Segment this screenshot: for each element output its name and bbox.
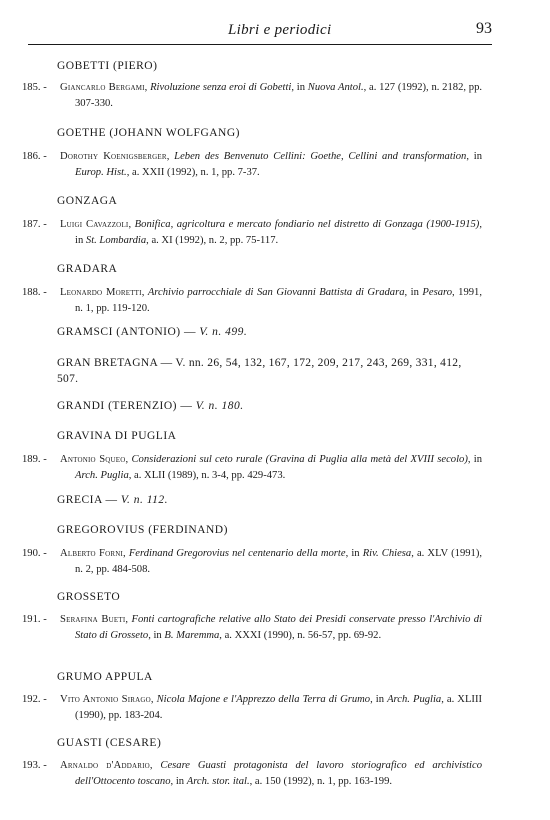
entry-journal: Arch. Puglia bbox=[75, 469, 129, 481]
section-heading: GRAVINA DI PUGLIA bbox=[57, 430, 177, 442]
bibliography-entry: 186. - Dorothy Koenigsberger, Leben des Benvenuto Cellini: Goethe, Cellini and transformation, in Europ. Hist., a. XXII (1992), n. 1, pp. 7-37. bbox=[22, 151, 482, 178]
section-heading: GONZAGA bbox=[57, 195, 118, 207]
entry-details: , a. XXII (1992), n. 1, pp. 7-37. bbox=[126, 166, 260, 178]
cross-reference: V. n. 499. bbox=[199, 326, 248, 338]
section-heading: GOETHE (JOHANN WOLFGANG) bbox=[57, 127, 240, 139]
entry-author: Serafina Bueti bbox=[60, 614, 126, 625]
entry-details: , a. XXXI (1990), n. 56-57, pp. 69-92. bbox=[219, 629, 382, 641]
section-heading: GRAMSCI (ANTONIO) — bbox=[57, 326, 196, 338]
entry-author: Luigi Cavazzoli bbox=[60, 219, 129, 230]
page-header bbox=[28, 20, 492, 45]
section-heading: GUASTI (CESARE) bbox=[57, 737, 162, 749]
entry-author: Leonardo Moretti bbox=[60, 287, 142, 298]
bibliography-entry: 189. - Antonio Squeo, Considerazioni sul ceto rurale (Gravina di Puglia alla metà del XVIII secolo), in Arch. Puglia, a. XLII (1989), n. 3-4, pp. 429-473. bbox=[22, 454, 483, 481]
section-heading: GRECIA — bbox=[57, 494, 118, 506]
entry-title: Nicola Majone e l'Apprezzo della Terra di Grumo bbox=[156, 694, 371, 705]
entry-details: , a. XI (1992), n. 2, pp. 75-117. bbox=[146, 234, 279, 246]
section-heading: GRUMO APPULA bbox=[57, 671, 153, 683]
entry-details: , 1991, n. 1, pp. 119-120. bbox=[75, 287, 483, 314]
section-heading: GRAN BRETAGNA — bbox=[57, 357, 173, 369]
entry-author: Dorothy Koenigsberger bbox=[60, 151, 167, 162]
entry-number: 192. - bbox=[22, 694, 47, 705]
entry-title: Considerazioni sul ceto rurale (Gravina di Puglia alla metà del XVIII secolo) bbox=[131, 454, 468, 465]
entry-number: 193. - bbox=[22, 760, 47, 771]
entry-author: Antonio Squeo bbox=[60, 454, 126, 465]
entry-title: Cesare Guasti protagonista del lavoro storiografico ed archivistico dell'Ottocento toscano bbox=[75, 760, 483, 787]
entry-number: 185. - bbox=[22, 82, 47, 93]
entry-journal: Arch. stor. ital. bbox=[186, 775, 250, 787]
entry-title: Archivio parrocchiale di San Giovanni Battista di Gradara bbox=[147, 287, 405, 298]
entry-title: Ferdinand Gregorovius nel centenario della morte bbox=[128, 548, 346, 559]
bibliography-entry: 188. - Leonardo Moretti, Archivio parrocchiale di San Giovanni Battista di Gradara, in Pesaro, 1991, n. 1, pp. 119-120. bbox=[22, 287, 483, 314]
entry-journal: B. Maremma bbox=[164, 629, 220, 641]
running-title: Libri e periodici bbox=[228, 22, 332, 38]
section-heading: GROSSETO bbox=[57, 591, 121, 603]
bibliography-entry: 192. - Vito Antonio Sirago, Nicola Majone e l'Apprezzo della Terra di Grumo, in Arch. Puglia, a. XLIII (1990), pp. 183-204. bbox=[22, 694, 483, 721]
cross-reference: V. n. 112. bbox=[120, 494, 168, 506]
section-heading: GREGOROVIUS (FERDINAND) bbox=[57, 524, 228, 536]
entry-number: 191. - bbox=[22, 614, 47, 625]
bibliography-entry: 185. - Giancarlo Bergami, Rivoluzione senza eroi di Gobetti, in Nuova Antol., a. 127 (1992), n. 2182, pp. 307-330. bbox=[22, 82, 483, 109]
section-heading: GRANDI (TERENZIO) — bbox=[57, 400, 193, 412]
entry-number: 186. - bbox=[22, 151, 47, 162]
cross-reference-heading bbox=[57, 494, 168, 506]
cross-reference-heading bbox=[57, 326, 247, 338]
bibliography-entry: 187. - Luigi Cavazzoli, Bonifica, agricoltura e mercato fondiario nel distretto di Gonzaga (1900-1915), in St. Lombardia, a. XI (1992), n. 2, pp. 75-117. bbox=[22, 219, 482, 246]
entry-journal: Arch. Puglia bbox=[387, 694, 442, 705]
section-heading: GOBETTI (PIERO) bbox=[57, 60, 158, 72]
entry-author: Vito Antonio Sirago bbox=[60, 694, 151, 705]
bibliography-entry: 191. - Serafina Bueti, Fonti cartografiche relative allo Stato dei Presidi conservate presso l'Archivio di Stato di Grosseto, in B. Maremma, a. XXXI (1990), n. 56-57, pp. 69-92. bbox=[22, 614, 483, 641]
entry-journal: Pesaro bbox=[422, 287, 453, 298]
entry-number: 190. - bbox=[22, 548, 47, 559]
bibliography-entry: 193. - Arnaldo d'Addario, Cesare Guasti protagonista del lavoro storiografico ed archivistico dell'Ottocento toscano, in Arch. stor. ital., a. 150 (1992), n. 1, pp. 163-199. bbox=[22, 760, 483, 787]
entry-title: Fonti cartografiche relative allo Stato dei Presidi conservate presso l'Archivio di Stato di Grosseto bbox=[75, 614, 483, 641]
cross-reference: V. n. 180. bbox=[195, 400, 244, 412]
entry-details: , a. 127 (1992), n. 2182, pp. 307-330. bbox=[75, 82, 483, 109]
entry-author: Arnaldo d'Addario bbox=[60, 760, 150, 771]
entry-author: Alberto Forni bbox=[60, 548, 124, 559]
entry-details: , a. 150 (1992), n. 1, pp. 163-199. bbox=[249, 775, 393, 787]
entry-title: Leben des Benvenuto Cellini: Goethe, Cellini and transformation bbox=[174, 151, 467, 162]
cross-reference-heading bbox=[57, 400, 244, 412]
entry-details: , a. XLIII (1990), pp. 183-204. bbox=[75, 694, 483, 721]
entry-author: Giancarlo Bergami bbox=[60, 82, 145, 93]
entry-details: , a. XLII (1989), n. 3-4, pp. 429-473. bbox=[128, 469, 286, 481]
section-heading: GRADARA bbox=[57, 263, 118, 275]
page-number: 93 bbox=[476, 20, 492, 37]
entry-title: Rivoluzione senza eroi di Gobetti bbox=[150, 82, 292, 93]
entry-journal: Riv. Chiesa bbox=[362, 548, 412, 559]
entry-number: 189. - bbox=[22, 454, 47, 465]
entry-number: 187. - bbox=[22, 219, 47, 230]
entry-number: 188. - bbox=[22, 287, 47, 298]
entry-journal: St. Lombardia bbox=[85, 234, 147, 246]
entry-details: , a. XLV (1991), n. 2, pp. 484-508. bbox=[75, 548, 483, 575]
cross-reference-heading bbox=[57, 356, 482, 387]
bibliography-entry: 190. - Alberto Forni, Ferdinand Gregorovius nel centenario della morte, in Riv. Chiesa, a. XLV (1991), n. 2, pp. 484-508. bbox=[22, 548, 483, 575]
entry-title: Bonifica, agricoltura e mercato fondiario nel distretto di Gonzaga (1900-1915) bbox=[134, 219, 480, 230]
entry-journal: Nuova Antol. bbox=[307, 82, 364, 93]
entry-journal: Europ. Hist. bbox=[75, 166, 127, 178]
cross-reference: V. nn. 26, 54, 132, 167, 172, 209, 217, 243, 269, 331, 412, 507. bbox=[57, 357, 462, 385]
